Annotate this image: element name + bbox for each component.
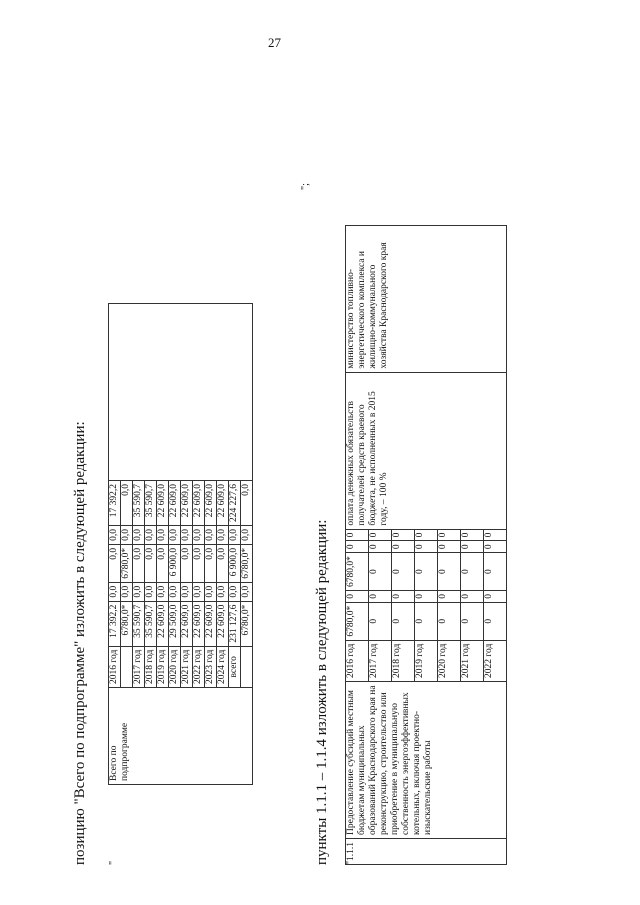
subprogram-total-table xyxy=(108,303,253,785)
value-cell: 0,0 xyxy=(109,526,121,545)
year-cell: 2022 год xyxy=(193,646,205,687)
value-cell: 6780,0* xyxy=(121,544,133,582)
value-cell: 0,0 xyxy=(133,544,145,582)
value-cell: 0 xyxy=(438,591,461,603)
value-cell: 6780,0* xyxy=(121,601,133,646)
value-cell: 17 392,2 xyxy=(109,601,121,646)
value-cell: 0 xyxy=(438,553,461,591)
value-cell: 0 xyxy=(461,529,484,541)
value-cell: 0,0 xyxy=(109,544,121,582)
value-cell: 0 xyxy=(392,529,415,541)
value-cell: 0 xyxy=(415,553,438,591)
value-cell: 22 609,0 xyxy=(217,601,229,646)
value-cell: 0,0 xyxy=(121,481,133,526)
quote-open-2: " xyxy=(345,860,356,865)
value-cell: 0 xyxy=(461,591,484,603)
value-cell: 0,0 xyxy=(145,526,157,545)
value-cell: 0,0 xyxy=(145,544,157,582)
value-cell: 0,0 xyxy=(169,526,181,545)
value-cell: 22 609,0 xyxy=(193,481,205,526)
value-cell: 0,0 xyxy=(217,582,229,601)
value-cell: 0,0 xyxy=(241,481,253,526)
value-cell: 0,0 xyxy=(217,526,229,545)
item-number-cell: 1.1.1 xyxy=(346,839,507,865)
quote-open-1: " xyxy=(108,860,119,865)
value-cell: 0 xyxy=(438,541,461,553)
value-cell: 0,0 xyxy=(109,582,121,601)
value-cell: 0 xyxy=(369,591,392,603)
year-cell: 2019 год xyxy=(157,646,169,687)
year-cell: 2017 год xyxy=(369,640,392,681)
value-cell: 0 xyxy=(369,541,392,553)
value-cell: 0 xyxy=(438,602,461,640)
value-cell: 6780,0* xyxy=(241,544,253,582)
value-cell: 22 609,0 xyxy=(217,481,229,526)
value-cell: 0 xyxy=(461,602,484,640)
value-cell: 0 xyxy=(392,602,415,640)
value-cell: 0 xyxy=(484,553,507,591)
value-cell: 0 xyxy=(484,541,507,553)
year-cell: 2018 год xyxy=(392,640,415,681)
table-row xyxy=(109,304,121,785)
value-cell: 0,0 xyxy=(169,582,181,601)
value-cell: 0 xyxy=(392,541,415,553)
value-cell: 35 590,7 xyxy=(133,601,145,646)
value-cell: 0,0 xyxy=(193,544,205,582)
instruction-1: позицию "Всего по подпрограмме" изложить в следующей редакции: xyxy=(72,421,88,865)
table-row xyxy=(346,225,369,864)
value-cell: 0 xyxy=(346,591,369,603)
value-cell: 0 xyxy=(346,529,369,541)
value-cell: 0,0 xyxy=(157,582,169,601)
customer-cell: министерство топливно-энергетического комплекса и жилищно-коммунального хозяйства Краснодарского края xyxy=(346,225,507,372)
value-cell: 6 900,0 xyxy=(229,544,241,582)
value-cell: 17 392,2 xyxy=(109,481,121,526)
value-cell: 0,0 xyxy=(181,526,193,545)
value-cell: 22 609,0 xyxy=(181,601,193,646)
value-cell: 0 xyxy=(415,541,438,553)
year-cell: 2021 год xyxy=(181,646,193,687)
value-cell: 0 xyxy=(392,553,415,591)
value-cell: 231 127,6 xyxy=(229,601,241,646)
value-cell: 0 xyxy=(438,529,461,541)
value-cell: 0 xyxy=(415,529,438,541)
value-cell: 0,0 xyxy=(121,526,133,545)
value-cell: 0,0 xyxy=(157,526,169,545)
value-cell: 0,0 xyxy=(133,526,145,545)
value-cell: 0,0 xyxy=(181,582,193,601)
value-cell: 22 609,0 xyxy=(205,601,217,646)
value-cell: 0,0 xyxy=(205,582,217,601)
items-table xyxy=(345,225,507,865)
value-cell: 0,0 xyxy=(133,582,145,601)
value-cell: 0,0 xyxy=(181,544,193,582)
year-cell xyxy=(241,646,253,687)
value-cell: 0,0 xyxy=(205,526,217,545)
instruction-2: пункты 1.1.1 – 1.1.4 изложить в следующей редакции: xyxy=(314,519,330,865)
value-cell: 0,0 xyxy=(145,582,157,601)
value-cell: 0 xyxy=(484,602,507,640)
value-cell: 0 xyxy=(369,529,392,541)
value-cell: 35 590,7 xyxy=(133,481,145,526)
value-cell: 0 xyxy=(369,602,392,640)
value-cell: 22 609,0 xyxy=(193,601,205,646)
year-cell: 2018 год xyxy=(145,646,157,687)
value-cell: 22 609,0 xyxy=(157,601,169,646)
value-cell: 0 xyxy=(484,591,507,603)
row-label-cell: Всего по подпрограмме xyxy=(109,688,253,785)
quote-close-1: "; xyxy=(300,183,311,190)
value-cell: 0,0 xyxy=(241,526,253,545)
value-cell: 0 xyxy=(461,553,484,591)
year-cell: 2023 год xyxy=(205,646,217,687)
value-cell: 6780,0* xyxy=(241,601,253,646)
value-cell: 0 xyxy=(392,591,415,603)
value-cell: 0,0 xyxy=(193,526,205,545)
value-cell: 22 609,0 xyxy=(205,481,217,526)
value-cell: 0 xyxy=(484,529,507,541)
year-cell: 2020 год xyxy=(169,646,181,687)
year-cell: всего xyxy=(229,646,241,687)
value-cell: 0,0 xyxy=(157,544,169,582)
value-cell: 22 609,0 xyxy=(157,481,169,526)
year-cell: 2021 год xyxy=(461,640,484,681)
value-cell: 224 227,6 xyxy=(229,481,241,526)
year-cell: 2022 год xyxy=(484,640,507,681)
value-cell: 6 900,0 xyxy=(169,544,181,582)
value-cell: 0,0 xyxy=(193,582,205,601)
value-cell: 6780,0* xyxy=(346,602,369,640)
year-cell: 2017 год xyxy=(133,646,145,687)
value-cell: 0 xyxy=(369,553,392,591)
year-cell: 2024 год xyxy=(217,646,229,687)
value-cell: 0 xyxy=(461,541,484,553)
value-cell: 0,0 xyxy=(241,582,253,601)
year-cell xyxy=(121,646,133,687)
item-name-cell: Предоставление субсидий местным бюджетам муниципальных образований Краснодарского края на реконструкцию, строительство или приобретение в муниципальную собственность энергоэффективных котельных, включая проектно-изыскательские работы xyxy=(346,682,507,839)
page-number: 27 xyxy=(268,35,281,50)
year-cell: 2016 год xyxy=(109,646,121,687)
year-cell: 2020 год xyxy=(438,640,461,681)
value-cell: 0 xyxy=(415,602,438,640)
value-cell: 29 509,0 xyxy=(169,601,181,646)
value-cell: 0,0 xyxy=(121,582,133,601)
value-cell: 0,0 xyxy=(205,544,217,582)
value-cell: 35 590,7 xyxy=(145,481,157,526)
value-cell: 6780,0* xyxy=(346,553,369,591)
year-cell: 2019 год xyxy=(415,640,438,681)
value-cell: 22 609,0 xyxy=(181,481,193,526)
value-cell: 22 609,0 xyxy=(169,481,181,526)
result-cell: оплата денежных обязательств получателей средств краевого бюджета, не исполненных в 2015 году, – 100 % xyxy=(346,372,507,529)
value-cell: 0,0 xyxy=(229,582,241,601)
year-cell: 2016 год xyxy=(346,640,369,681)
value-cell: 35 590,7 xyxy=(145,601,157,646)
empty-cell xyxy=(109,304,253,481)
value-cell: 0,0 xyxy=(229,526,241,545)
value-cell: 0 xyxy=(415,591,438,603)
value-cell: 0 xyxy=(346,541,369,553)
value-cell: 0,0 xyxy=(217,544,229,582)
